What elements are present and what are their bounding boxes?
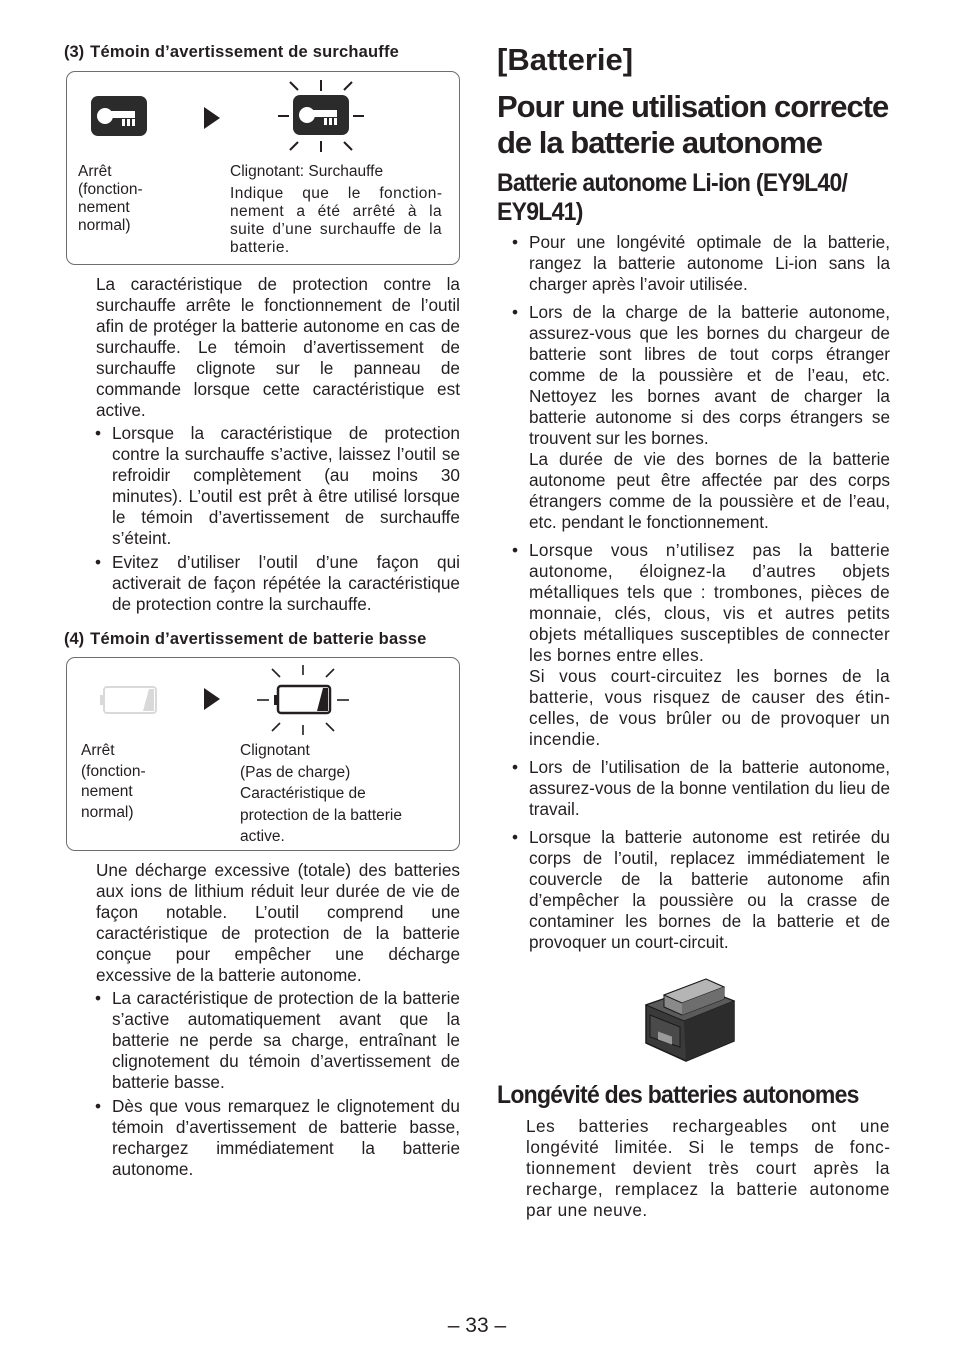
overheat-section-heading (64, 42, 460, 62)
list-item: • Lors de la charge de la batterie autonome, assurez-vous que les bornes du chargeur de batterie sont libres de tout corps étranger comme de la poussière et de l’eau, etc. Nettoyez les bornes avant de charger la batterie autonome si des corps étrangers se trouvent sur les bornes. La durée de vie des bornes de la batterie autonome peut être affectée par des corps étrangers comme de la poussière et de l’eau, etc. pendant le fonctionnement. (512, 302, 890, 532)
overheat-blinking-icon (275, 78, 367, 154)
list-item: • Lorsque la batterie autonome est retirée du corps de l’outil, replacez immédiatement le couvercle de la batterie autonome afin d’empêcher la poussière ou la crasse de contaminer les bornes de la batterie et de provoquer un court-circuit. (512, 827, 890, 952)
overheat-paragraph: La caractéristique de protection contre la surchauffe arrête le fonctionnement de l’outil afin de protéger la batterie autonome en cas de surchauffe. Le témoin d’avertissement de surchauffe clignote sur le panneau de commande lorsque cette caractéristique est active. (96, 274, 460, 420)
list-item: • Lorsque vous n’utilisez pas la batterie autonome, éloignez-la d’autres objets métalliques tels que : trombones, pièces de monnaie, clés, clous, vis et autres petits objets métalliques susceptibles de connecter les bornes entre elles. Si vous court-circuitez les bornes de la batterie, vous risquez de causer des étincelles, de vous brûler ou de provoquer un incendie. (512, 540, 890, 749)
section-title: Témoin d’avertissement de batterie basse (90, 630, 427, 648)
longevity-paragraph: Les batteries rechargeables ont une longévité limitée. Si le temps de fonctionnement devient très court après la recharge, remplacez la batterie autonome par une neuve. (526, 1116, 890, 1220)
section-bracket-title: [Batterie] (497, 42, 634, 77)
longevity-title: Longévité des batteries autonomes (497, 1081, 859, 1109)
list-item-note: La durée de vie des bornes de la batterie autonome peut être affectée par des corps étrangers comme de la poussière et de l’eau, etc. pendant le fonctionnement. (529, 449, 890, 532)
list-item: • Dès que vous remarquez le clignotement du témoin d’avertissement de batterie basse, rechargez immédiatement la batterie autonome. (95, 1096, 460, 1179)
blinking-description: Indique que le fonctionnement a été arrêté à la suite d’une surchauffe de la batterie. (230, 185, 442, 256)
list-item: • Lorsque la caractéristique de protection contre la surchauffe s’active, laissez l’outil se refroidir complètement (au moins 30 minutes). L’outil est prêt à être utilisé lorsque le témoin d’avertissement de surchauffe s’éteint. (95, 423, 460, 548)
battery-off-icon (99, 686, 157, 714)
list-item: • Evitez d’utiliser l’outil d’une façon qui activerait de façon répétée la caractéristique de protection contre la surchauffe. (95, 552, 460, 614)
low-battery-section-heading (64, 629, 460, 649)
list-item-note: Si vous court-circuitez les bornes de la batterie, vous risquez de causer des étincelles, de vous brûler ou de provoquer un incendie. (529, 666, 890, 749)
list-item: • Pour une longévité optimale de la batterie, rangez la batterie autonome Li-ion sans la charger après l’avoir utilisée. (512, 232, 890, 294)
overheat-indicator-panel (66, 71, 460, 265)
main-title: Pour une utilisation correcte de la batterie autonome (497, 89, 889, 160)
low-battery-paragraph: Une décharge excessive (totale) des batteries aux ions de lithium réduit leur durée de vie de façon notable. L’outil comprend une caractéristique de protection de la batterie conçue pour empêcher une décharge excessive de la batterie autonome. (96, 860, 460, 985)
page-number: – 33 – (447, 1314, 507, 1337)
blinking-state-label: Clignotant (Pas de charge) Caractéristique de protection de la batterie active. (240, 742, 402, 845)
off-state-label: Arrêt (fonction- nement normal) (78, 163, 143, 234)
battery-pack-image (640, 965, 740, 1065)
section-number: (3) (64, 43, 85, 61)
battery-blinking-icon (255, 664, 351, 736)
arrow-right-icon (204, 688, 220, 710)
right-column (497, 42, 890, 1221)
section-number: (4) (64, 630, 85, 648)
list-item: • La caractéristique de protection de la batterie s’active automatiquement avant que la batterie ne perde sa charge, entraînant le clignotement du témoin d’avertissement de batterie basse. (95, 988, 460, 1092)
overheat-off-icon (90, 95, 148, 137)
left-column (64, 42, 460, 1180)
list-item: • Lors de l’utilisation de la batterie autonome, assurez-vous de la bonne ventilation du lieu de travail. (512, 757, 890, 819)
section-title: Témoin d’avertissement de surchauffe (90, 43, 400, 61)
off-state-label: Arrêt (fonction- nement normal) (81, 742, 146, 821)
arrow-right-icon (204, 107, 220, 129)
battery-subtitle: Batterie autonome Li-ion (EY9L40/ EY9L41) (497, 169, 848, 226)
blinking-state-label (230, 163, 442, 257)
blinking-title: Clignotant: Surchauffe (230, 163, 384, 180)
low-battery-indicator-panel (66, 657, 460, 851)
